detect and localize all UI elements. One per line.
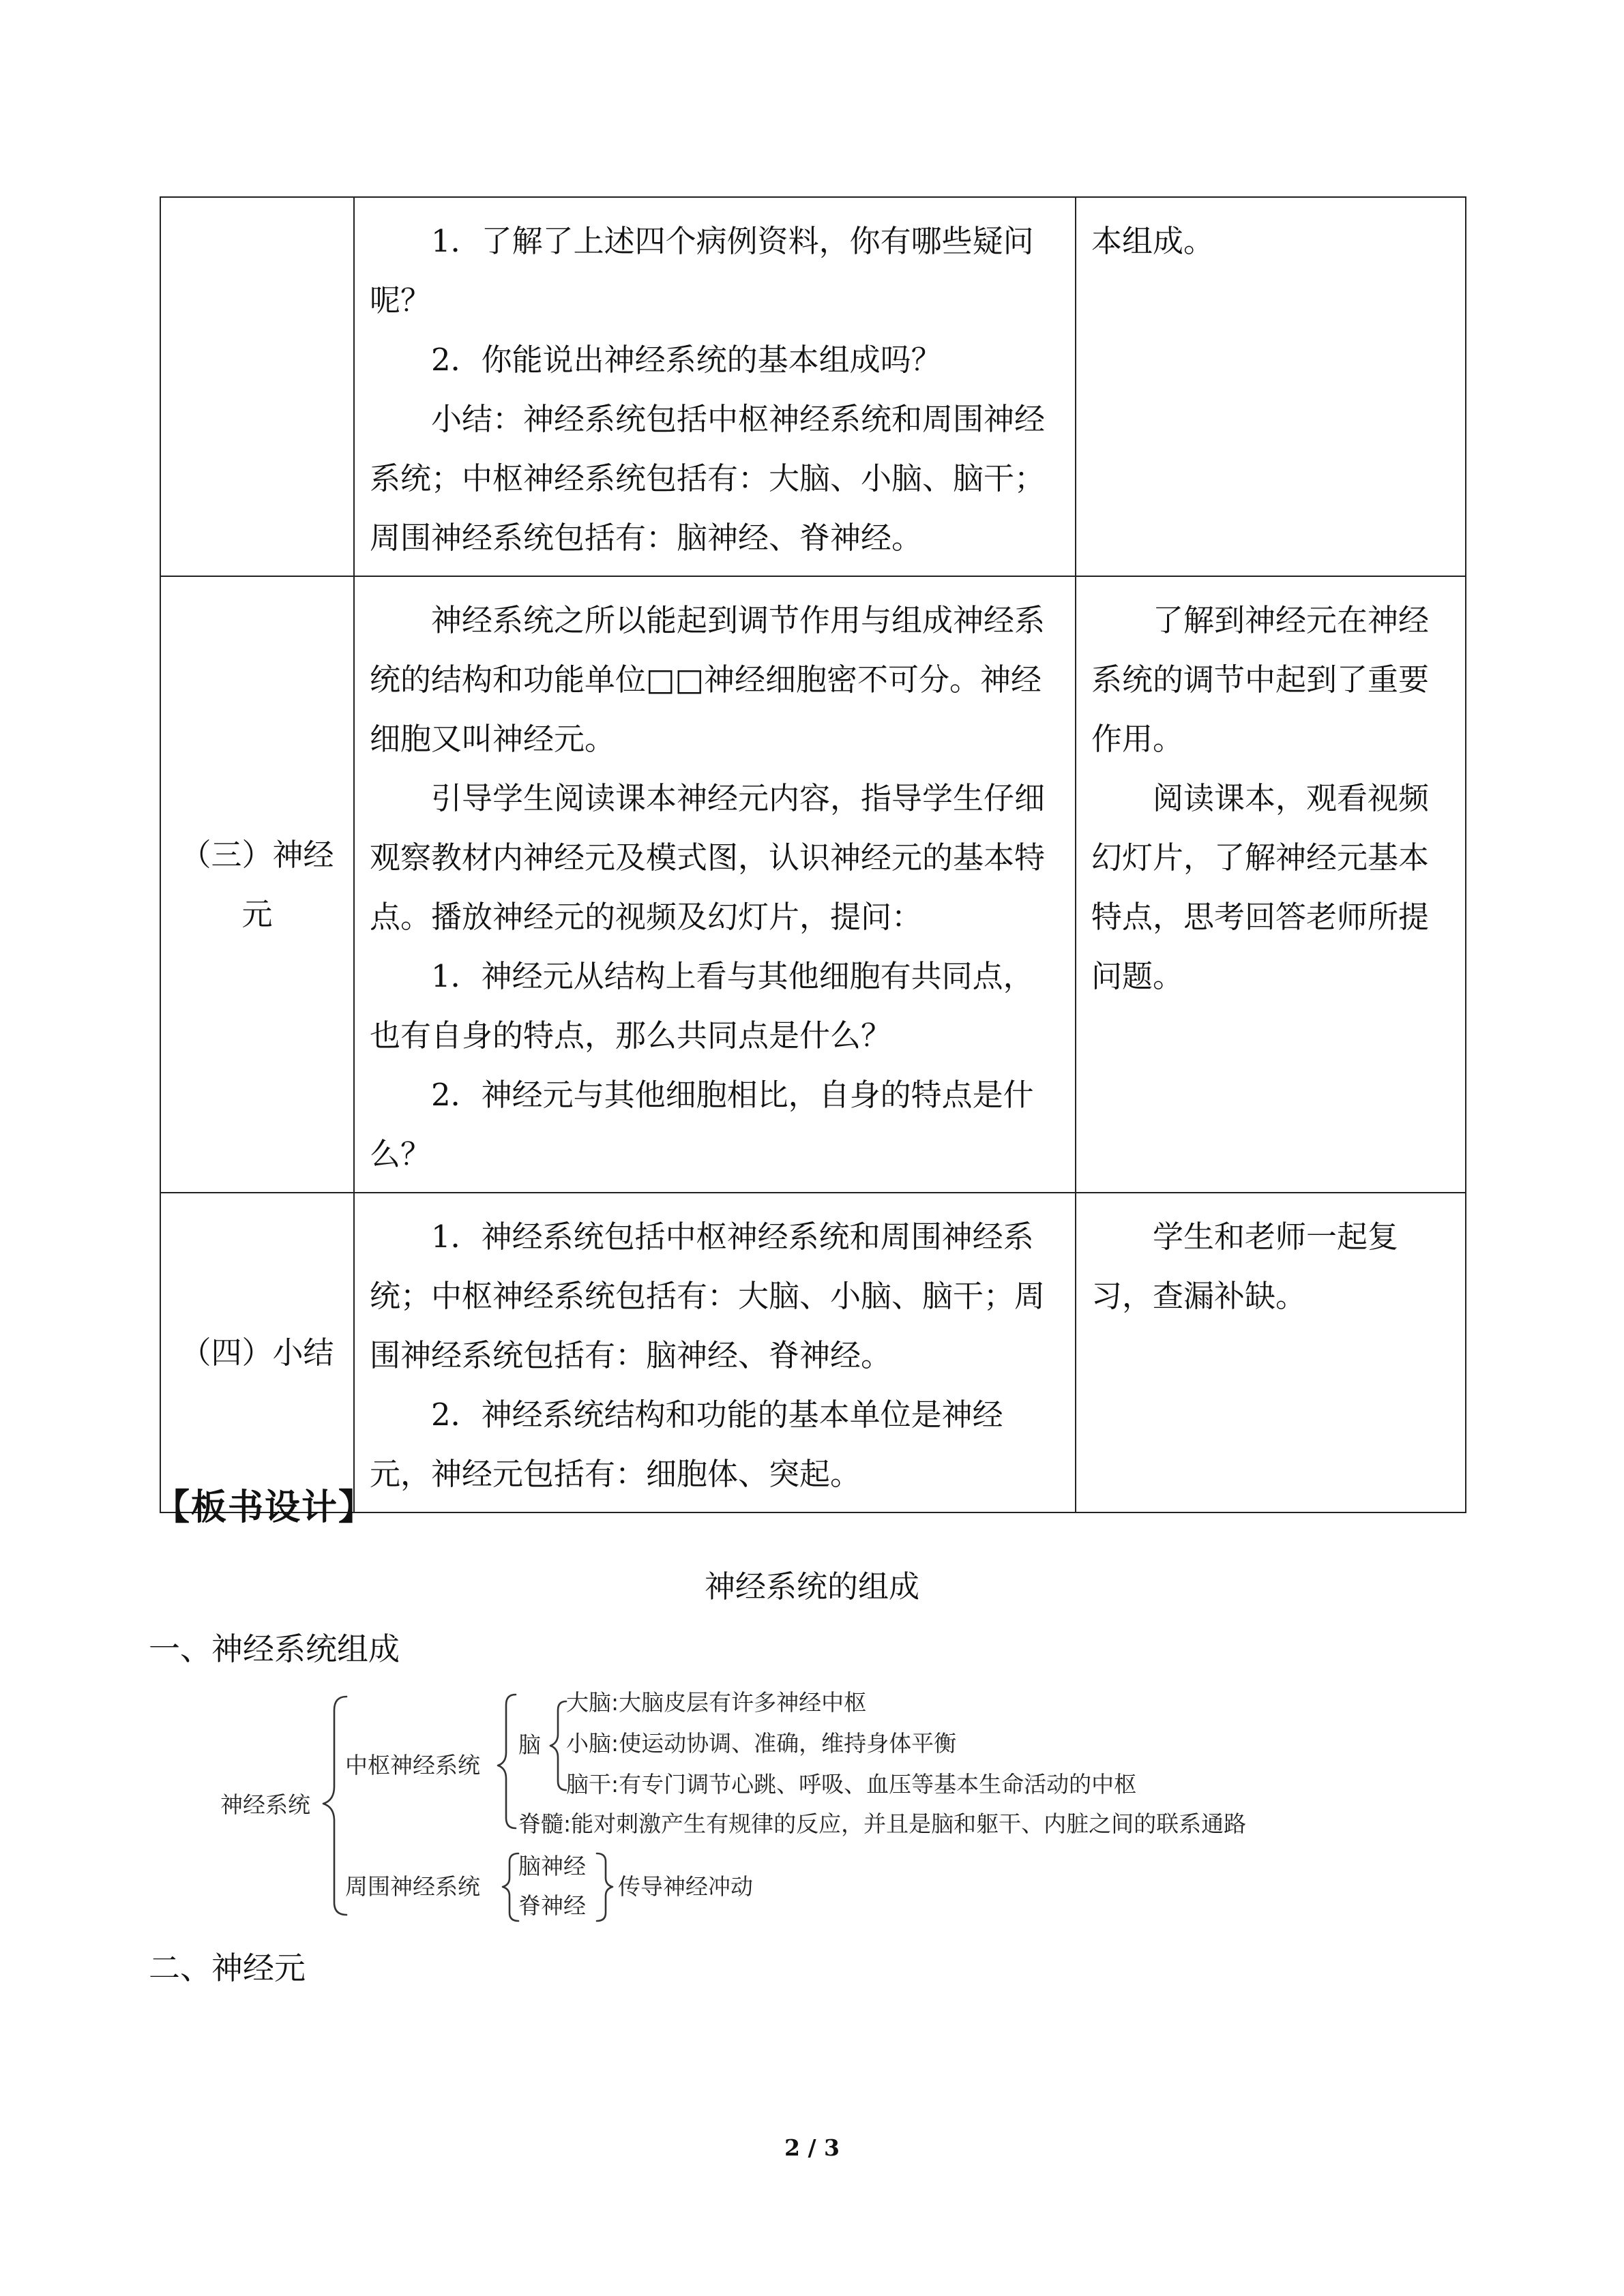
lesson-table [160, 196, 1466, 1513]
board-design-heading: 【板书设计】 [154, 1487, 376, 1528]
paragraph: 阅读课本，观看视频幻灯片，了解神经元基本特点，思考回答老师所提问题。 [1091, 780, 1430, 994]
part-one-heading: 一、神经系统组成 [149, 1630, 400, 1667]
paragraph: 2．你能说出神经系统的基本组成吗？ [431, 342, 942, 378]
paragraph: 了解到神经元在神经系统的调节中起到了重要作用。 [1091, 602, 1430, 757]
teacher-activity-cell [354, 576, 1076, 1193]
student-activity-cell [1076, 1193, 1466, 1512]
nerves-brace [597, 1853, 612, 1921]
peripheral-brace [503, 1853, 518, 1921]
paragraph: 本组成。 [1091, 223, 1215, 259]
stage-cell [160, 197, 354, 576]
board-title: 神经系统的组成 [704, 1568, 919, 1605]
paragraph: 2．神经元与其他细胞相比，自身的特点是什么？ [370, 1077, 1034, 1172]
paragraph: 2．神经系统结构和功能的基本单位是神经元，神经元包括有：细胞体、突起。 [370, 1397, 1003, 1492]
diagram-root-label: 神经系统 [220, 1791, 310, 1818]
diagram-brain-label: 脑 [518, 1731, 541, 1758]
stage-cell: （四）小结 [160, 1193, 354, 1512]
part-two-heading: 二、神经元 [149, 1950, 306, 1986]
paragraph: 小结：神经系统包括中枢神经系统和周围神经系统；中枢神经系统包括有：大脑、小脑、脑干；周围神经系统包括有：脑神经、脊神经。 [370, 401, 1046, 556]
diagram-cranial-nerves-label: 脑神经 [518, 1853, 586, 1879]
diagram-peripheral-label: 周围神经系统 [345, 1873, 480, 1900]
paragraph: 神经系统之所以能起到调节作用与组成神经系统的结构和功能单位□□神经细胞密不可分。神经细胞又叫神经元。 [370, 602, 1046, 757]
diagram-cerebrum-label: 大脑:大脑皮层有许多神经中枢 [566, 1689, 867, 1716]
table-row [160, 576, 1466, 1193]
diagram-peripheral-function-label: 传导神经冲动 [618, 1873, 753, 1900]
table-row [160, 1193, 1466, 1512]
teacher-activity-cell [354, 197, 1076, 576]
root-brace [323, 1697, 346, 1915]
stage-cell: （三）神经元 [160, 576, 354, 1193]
student-activity-cell [1076, 576, 1466, 1193]
paragraph: 引导学生阅读课本神经元内容，指导学生仔细观察教材内神经元及模式图，认识神经元的基本特点。播放神经元的视频及幻灯片，提问： [370, 780, 1046, 935]
diagram-spinal-cord-label: 脊髓:能对刺激产生有规律的反应，并且是脑和躯干、内脏之间的联系通路 [518, 1810, 1247, 1837]
brain-brace [550, 1701, 566, 1790]
diagram-brainstem-label: 脑干:有专门调节心跳、呼吸、血压等基本生命活动的中枢 [566, 1771, 1137, 1798]
paragraph: 学生和老师一起复习，查漏补缺。 [1091, 1219, 1399, 1314]
teacher-activity-cell [354, 1193, 1076, 1512]
student-activity-cell [1076, 197, 1466, 576]
paragraph: 1．神经系统包括中枢神经系统和周围神经系统；中枢神经系统包括有：大脑、小脑、脑干；周围神经系统包括有：脑神经、脊神经。 [370, 1219, 1046, 1373]
paragraph: 1．了解了上述四个病例资料，你有哪些疑问呢？ [370, 223, 1034, 318]
central-brace [498, 1695, 516, 1828]
paragraph: 1．神经元从结构上看与其他细胞有共同点，也有自身的特点，那么共同点是什么？ [370, 958, 1034, 1054]
diagram-cerebellum-label: 小脑:使运动协调、准确，维持身体平衡 [566, 1730, 957, 1757]
page-number: 2 / 3 [784, 2134, 840, 2161]
diagram-spinal-nerves-label: 脊神经 [518, 1892, 586, 1919]
table-row [160, 197, 1466, 576]
diagram-central-label: 中枢神经系统 [345, 1752, 480, 1778]
